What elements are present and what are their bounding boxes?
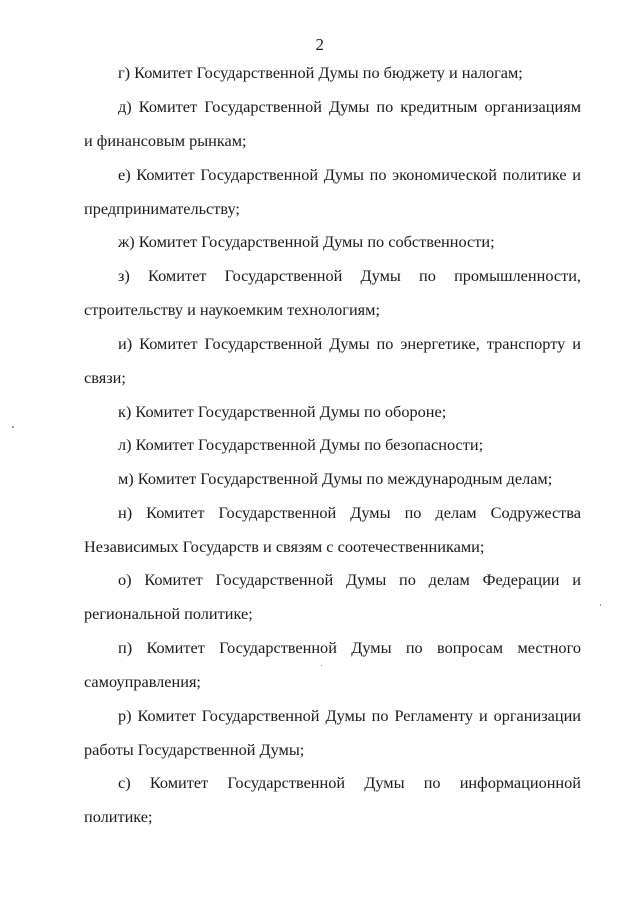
page-number: 2 — [315, 35, 325, 54]
item-s-line1: с) Комитет Государственной Думы по информационной — [118, 773, 581, 792]
item-k-line1: к) Комитет Государственной Думы по обороне; — [118, 402, 447, 421]
item-i-line1: и) Комитет Государственной Думы по энергетике, транспорту и — [118, 334, 581, 353]
item-m-line1: м) Комитет Государственной Думы по международным делам; — [118, 469, 553, 488]
item-z-line1: з) Комитет Государственной Думы по промышленности, — [118, 266, 581, 285]
scan-speck — [600, 604, 601, 606]
item-z-line2: строительству и наукоемким технологиям; — [84, 300, 380, 319]
item-s-line2: политике; — [84, 807, 153, 826]
item-r-line1: р) Комитет Государственной Думы по Регламенту и организации — [118, 706, 581, 725]
item-d-line2: и финансовым рынкам; — [84, 131, 247, 150]
item-l-line1: л) Комитет Государственной Думы по безопасности; — [118, 435, 484, 454]
item-d-line1: д) Комитет Государственной Думы по кредитным организациям — [118, 97, 581, 116]
item-o-line1: о) Комитет Государственной Думы по делам Федерации и — [118, 570, 581, 589]
item-n-line1: н) Комитет Государственной Думы по делам Содружества — [118, 503, 581, 522]
item-p-line1: п) Комитет Государственной Думы по вопросам местного — [118, 638, 581, 657]
item-r-line2: работы Государственной Думы; — [84, 740, 305, 759]
item-p-line2: самоуправления; — [84, 672, 201, 691]
item-zh-line1: ж) Комитет Государственной Думы по собственности; — [118, 232, 495, 251]
scan-speck — [321, 665, 322, 666]
item-e-line2: предпринимательству; — [84, 199, 240, 218]
item-i-line2: связи; — [84, 368, 126, 387]
item-e-line1: е) Комитет Государственной Думы по экономической политике и — [118, 165, 581, 184]
item-o-line2: региональной политике; — [84, 604, 253, 623]
scan-speck — [12, 426, 14, 428]
item-g-line1: г) Комитет Государственной Думы по бюджету и налогам; — [118, 63, 523, 82]
item-n-line2: Независимых Государств и связям с соотечественниками; — [84, 537, 485, 556]
